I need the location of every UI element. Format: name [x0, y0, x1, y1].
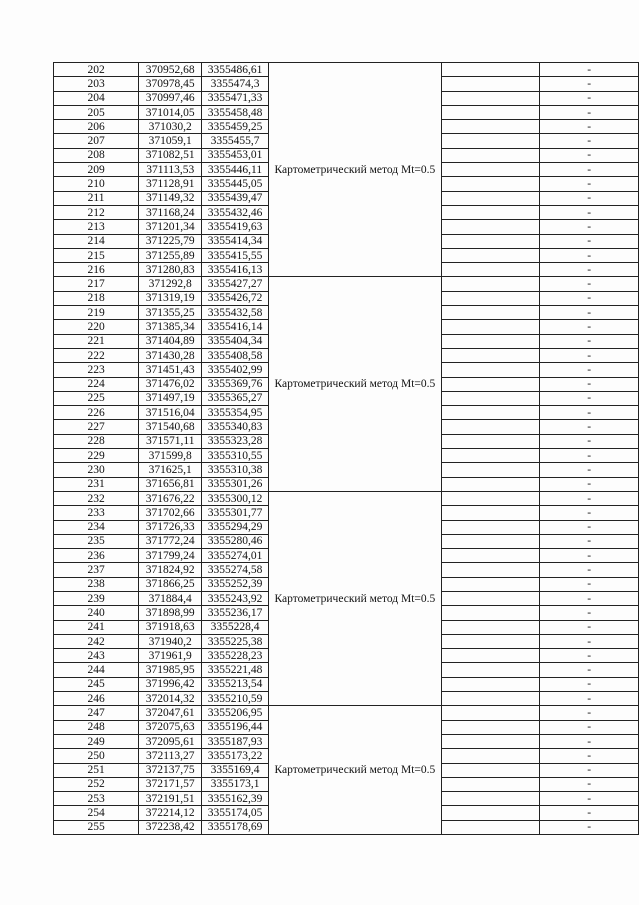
x-coordinate-cell: 371404,89	[139, 334, 202, 348]
point-number-cell: 238	[54, 577, 139, 591]
dash-cell: -	[540, 591, 639, 605]
empty-cell	[442, 520, 540, 534]
empty-cell	[442, 120, 540, 134]
x-coordinate-cell: 371082,51	[139, 148, 202, 162]
y-coordinate-cell: 3355243,92	[202, 591, 268, 605]
point-number-cell: 217	[54, 277, 139, 291]
point-number-cell: 252	[54, 777, 139, 791]
empty-cell	[442, 777, 540, 791]
empty-cell	[442, 320, 540, 334]
dash-cell: -	[540, 463, 639, 477]
point-number-cell: 242	[54, 634, 139, 648]
point-number-cell: 224	[54, 377, 139, 391]
dash-cell: -	[540, 706, 639, 720]
y-coordinate-cell: 3355432,58	[202, 306, 268, 320]
point-number-cell: 249	[54, 734, 139, 748]
empty-cell	[442, 348, 540, 362]
x-coordinate-cell: 371149,32	[139, 191, 202, 205]
x-coordinate-cell: 371702,66	[139, 506, 202, 520]
x-coordinate-cell: 371292,8	[139, 277, 202, 291]
empty-cell	[442, 391, 540, 405]
point-number-cell: 216	[54, 263, 139, 277]
dash-cell: -	[540, 777, 639, 791]
method-cell: Картометрический метод Mt=0.5	[268, 491, 441, 705]
point-number-cell: 206	[54, 120, 139, 134]
point-number-cell: 250	[54, 749, 139, 763]
y-coordinate-cell: 3355416,13	[202, 263, 268, 277]
x-coordinate-cell: 371540,68	[139, 420, 202, 434]
point-number-cell: 236	[54, 549, 139, 563]
point-number-cell: 239	[54, 591, 139, 605]
empty-cell	[442, 763, 540, 777]
y-coordinate-cell: 3355455,7	[202, 134, 268, 148]
y-coordinate-cell: 3355310,38	[202, 463, 268, 477]
y-coordinate-cell: 3355471,33	[202, 91, 268, 105]
x-coordinate-cell: 371059,1	[139, 134, 202, 148]
point-number-cell: 207	[54, 134, 139, 148]
point-number-cell: 253	[54, 792, 139, 806]
coordinates-table-body	[54, 63, 639, 835]
x-coordinate-cell: 371625,1	[139, 463, 202, 477]
y-coordinate-cell: 3355210,59	[202, 692, 268, 706]
empty-cell	[442, 420, 540, 434]
dash-cell: -	[540, 620, 639, 634]
dash-cell: -	[540, 63, 639, 77]
y-coordinate-cell: 3355173,22	[202, 749, 268, 763]
empty-cell	[442, 291, 540, 305]
x-coordinate-cell: 371014,05	[139, 105, 202, 119]
y-coordinate-cell: 3355300,12	[202, 491, 268, 505]
empty-cell	[442, 177, 540, 191]
table-row	[54, 63, 639, 77]
x-coordinate-cell: 371985,95	[139, 663, 202, 677]
x-coordinate-cell: 371772,24	[139, 534, 202, 548]
y-coordinate-cell: 3355426,72	[202, 291, 268, 305]
dash-cell: -	[540, 449, 639, 463]
point-number-cell: 204	[54, 91, 139, 105]
x-coordinate-cell: 372047,61	[139, 706, 202, 720]
empty-cell	[442, 205, 540, 219]
empty-cell	[442, 463, 540, 477]
x-coordinate-cell: 371940,2	[139, 634, 202, 648]
dash-cell: -	[540, 391, 639, 405]
dash-cell: -	[540, 277, 639, 291]
dash-cell: -	[540, 534, 639, 548]
empty-cell	[442, 134, 540, 148]
y-coordinate-cell: 3355206,95	[202, 706, 268, 720]
dash-cell: -	[540, 248, 639, 262]
empty-cell	[442, 591, 540, 605]
point-number-cell: 211	[54, 191, 139, 205]
dash-cell: -	[540, 792, 639, 806]
y-coordinate-cell: 3355427,27	[202, 277, 268, 291]
point-number-cell: 202	[54, 63, 139, 77]
point-number-cell: 244	[54, 663, 139, 677]
y-coordinate-cell: 3355301,77	[202, 506, 268, 520]
y-coordinate-cell: 3355228,23	[202, 649, 268, 663]
point-number-cell: 232	[54, 491, 139, 505]
x-coordinate-cell: 372014,32	[139, 692, 202, 706]
x-coordinate-cell: 372095,61	[139, 734, 202, 748]
x-coordinate-cell: 371516,04	[139, 406, 202, 420]
dash-cell: -	[540, 105, 639, 119]
x-coordinate-cell: 372214,12	[139, 806, 202, 820]
x-coordinate-cell: 372075,63	[139, 720, 202, 734]
x-coordinate-cell: 371451,43	[139, 363, 202, 377]
x-coordinate-cell: 371571,11	[139, 434, 202, 448]
dash-cell: -	[540, 263, 639, 277]
point-number-cell: 246	[54, 692, 139, 706]
y-coordinate-cell: 3355252,39	[202, 577, 268, 591]
x-coordinate-cell: 371476,02	[139, 377, 202, 391]
point-number-cell: 212	[54, 205, 139, 219]
dash-cell: -	[540, 549, 639, 563]
point-number-cell: 233	[54, 506, 139, 520]
dash-cell: -	[540, 334, 639, 348]
dash-cell: -	[540, 348, 639, 362]
dash-cell: -	[540, 491, 639, 505]
y-coordinate-cell: 3355415,55	[202, 248, 268, 262]
point-number-cell: 205	[54, 105, 139, 119]
y-coordinate-cell: 3355213,54	[202, 677, 268, 691]
y-coordinate-cell: 3355486,61	[202, 63, 268, 77]
empty-cell	[442, 377, 540, 391]
x-coordinate-cell: 371201,34	[139, 220, 202, 234]
x-coordinate-cell: 371255,89	[139, 248, 202, 262]
point-number-cell: 247	[54, 706, 139, 720]
x-coordinate-cell: 371918,63	[139, 620, 202, 634]
empty-cell	[442, 806, 540, 820]
x-coordinate-cell: 371319,19	[139, 291, 202, 305]
dash-cell: -	[540, 220, 639, 234]
point-number-cell: 215	[54, 248, 139, 262]
y-coordinate-cell: 3355310,55	[202, 449, 268, 463]
empty-cell	[442, 577, 540, 591]
empty-cell	[442, 248, 540, 262]
y-coordinate-cell: 3355439,47	[202, 191, 268, 205]
point-number-cell: 210	[54, 177, 139, 191]
point-number-cell: 237	[54, 563, 139, 577]
dash-cell: -	[540, 320, 639, 334]
dash-cell: -	[540, 477, 639, 491]
point-number-cell: 223	[54, 363, 139, 377]
empty-cell	[442, 277, 540, 291]
dash-cell: -	[540, 563, 639, 577]
dash-cell: -	[540, 763, 639, 777]
point-number-cell: 231	[54, 477, 139, 491]
empty-cell	[442, 191, 540, 205]
method-cell: Картометрический метод Mt=0.5	[268, 277, 441, 491]
empty-cell	[442, 563, 540, 577]
empty-cell	[442, 306, 540, 320]
x-coordinate-cell: 371961,9	[139, 649, 202, 663]
point-number-cell: 251	[54, 763, 139, 777]
x-coordinate-cell: 371128,91	[139, 177, 202, 191]
dash-cell: -	[540, 749, 639, 763]
y-coordinate-cell: 3355458,48	[202, 105, 268, 119]
empty-cell	[442, 549, 540, 563]
point-number-cell: 228	[54, 434, 139, 448]
empty-cell	[442, 749, 540, 763]
dash-cell: -	[540, 692, 639, 706]
dash-cell: -	[540, 820, 639, 834]
dash-cell: -	[540, 134, 639, 148]
x-coordinate-cell: 371599,8	[139, 449, 202, 463]
empty-cell	[442, 363, 540, 377]
x-coordinate-cell: 371676,22	[139, 491, 202, 505]
dash-cell: -	[540, 520, 639, 534]
point-number-cell: 227	[54, 420, 139, 434]
x-coordinate-cell: 371385,34	[139, 320, 202, 334]
x-coordinate-cell: 371898,99	[139, 606, 202, 620]
y-coordinate-cell: 3355365,27	[202, 391, 268, 405]
dash-cell: -	[540, 377, 639, 391]
empty-cell	[442, 477, 540, 491]
x-coordinate-cell: 371430,28	[139, 348, 202, 362]
point-number-cell: 214	[54, 234, 139, 248]
x-coordinate-cell: 371996,42	[139, 677, 202, 691]
point-number-cell: 221	[54, 334, 139, 348]
y-coordinate-cell: 3355459,25	[202, 120, 268, 134]
empty-cell	[442, 720, 540, 734]
coordinates-table	[53, 62, 639, 835]
x-coordinate-cell: 371799,24	[139, 549, 202, 563]
point-number-cell: 235	[54, 534, 139, 548]
dash-cell: -	[540, 148, 639, 162]
dash-cell: -	[540, 177, 639, 191]
x-coordinate-cell: 371225,79	[139, 234, 202, 248]
point-number-cell: 222	[54, 348, 139, 362]
x-coordinate-cell: 372191,51	[139, 792, 202, 806]
x-coordinate-cell: 371355,25	[139, 306, 202, 320]
empty-cell	[442, 692, 540, 706]
y-coordinate-cell: 3355221,48	[202, 663, 268, 677]
y-coordinate-cell: 3355280,46	[202, 534, 268, 548]
y-coordinate-cell: 3355301,26	[202, 477, 268, 491]
dash-cell: -	[540, 506, 639, 520]
y-coordinate-cell: 3355169,4	[202, 763, 268, 777]
empty-cell	[442, 105, 540, 119]
y-coordinate-cell: 3355274,01	[202, 549, 268, 563]
empty-cell	[442, 77, 540, 91]
y-coordinate-cell: 3355178,69	[202, 820, 268, 834]
x-coordinate-cell: 371824,92	[139, 563, 202, 577]
dash-cell: -	[540, 663, 639, 677]
y-coordinate-cell: 3355354,95	[202, 406, 268, 420]
empty-cell	[442, 649, 540, 663]
point-number-cell: 225	[54, 391, 139, 405]
dash-cell: -	[540, 806, 639, 820]
dash-cell: -	[540, 406, 639, 420]
dash-cell: -	[540, 677, 639, 691]
point-number-cell: 229	[54, 449, 139, 463]
dash-cell: -	[540, 577, 639, 591]
empty-cell	[442, 663, 540, 677]
y-coordinate-cell: 3355445,05	[202, 177, 268, 191]
y-coordinate-cell: 3355236,17	[202, 606, 268, 620]
empty-cell	[442, 63, 540, 77]
x-coordinate-cell: 370997,46	[139, 91, 202, 105]
empty-cell	[442, 434, 540, 448]
empty-cell	[442, 820, 540, 834]
y-coordinate-cell: 3355323,28	[202, 434, 268, 448]
x-coordinate-cell: 371280,83	[139, 263, 202, 277]
y-coordinate-cell: 3355225,38	[202, 634, 268, 648]
x-coordinate-cell: 372171,57	[139, 777, 202, 791]
y-coordinate-cell: 3355174,05	[202, 806, 268, 820]
empty-cell	[442, 506, 540, 520]
empty-cell	[442, 491, 540, 505]
empty-cell	[442, 220, 540, 234]
y-coordinate-cell: 3355474,3	[202, 77, 268, 91]
x-coordinate-cell: 372137,75	[139, 763, 202, 777]
y-coordinate-cell: 3355340,83	[202, 420, 268, 434]
point-number-cell: 209	[54, 163, 139, 177]
dash-cell: -	[540, 420, 639, 434]
point-number-cell: 241	[54, 620, 139, 634]
y-coordinate-cell: 3355432,46	[202, 205, 268, 219]
point-number-cell: 203	[54, 77, 139, 91]
empty-cell	[442, 449, 540, 463]
empty-cell	[442, 148, 540, 162]
dash-cell: -	[540, 77, 639, 91]
dash-cell: -	[540, 191, 639, 205]
y-coordinate-cell: 3355187,93	[202, 734, 268, 748]
point-number-cell: 213	[54, 220, 139, 234]
y-coordinate-cell: 3355274,58	[202, 563, 268, 577]
x-coordinate-cell: 371884,4	[139, 591, 202, 605]
y-coordinate-cell: 3355294,29	[202, 520, 268, 534]
point-number-cell: 243	[54, 649, 139, 663]
point-number-cell: 208	[54, 148, 139, 162]
point-number-cell: 254	[54, 806, 139, 820]
empty-cell	[442, 634, 540, 648]
y-coordinate-cell: 3355402,99	[202, 363, 268, 377]
point-number-cell: 248	[54, 720, 139, 734]
empty-cell	[442, 706, 540, 720]
x-coordinate-cell: 372238,42	[139, 820, 202, 834]
point-number-cell: 219	[54, 306, 139, 320]
y-coordinate-cell: 3355404,34	[202, 334, 268, 348]
dash-cell: -	[540, 291, 639, 305]
method-cell: Картометрический метод Mt=0.5	[268, 706, 441, 835]
x-coordinate-cell: 371866,25	[139, 577, 202, 591]
point-number-cell: 230	[54, 463, 139, 477]
table-row	[54, 277, 639, 291]
x-coordinate-cell: 370978,45	[139, 77, 202, 91]
y-coordinate-cell: 3355414,34	[202, 234, 268, 248]
x-coordinate-cell: 371656,81	[139, 477, 202, 491]
dash-cell: -	[540, 234, 639, 248]
x-coordinate-cell: 371497,19	[139, 391, 202, 405]
point-number-cell: 226	[54, 406, 139, 420]
empty-cell	[442, 734, 540, 748]
x-coordinate-cell: 372113,27	[139, 749, 202, 763]
dash-cell: -	[540, 163, 639, 177]
table-row	[54, 491, 639, 505]
x-coordinate-cell: 371113,53	[139, 163, 202, 177]
dash-cell: -	[540, 363, 639, 377]
empty-cell	[442, 234, 540, 248]
y-coordinate-cell: 3355228,4	[202, 620, 268, 634]
empty-cell	[442, 620, 540, 634]
empty-cell	[442, 334, 540, 348]
table-row	[54, 706, 639, 720]
dash-cell: -	[540, 606, 639, 620]
y-coordinate-cell: 3355408,58	[202, 348, 268, 362]
dash-cell: -	[540, 649, 639, 663]
point-number-cell: 220	[54, 320, 139, 334]
dash-cell: -	[540, 434, 639, 448]
empty-cell	[442, 263, 540, 277]
point-number-cell: 255	[54, 820, 139, 834]
y-coordinate-cell: 3355173,1	[202, 777, 268, 791]
point-number-cell: 240	[54, 606, 139, 620]
empty-cell	[442, 677, 540, 691]
empty-cell	[442, 792, 540, 806]
point-number-cell: 218	[54, 291, 139, 305]
y-coordinate-cell: 3355196,44	[202, 720, 268, 734]
dash-cell: -	[540, 720, 639, 734]
dash-cell: -	[540, 734, 639, 748]
y-coordinate-cell: 3355453,01	[202, 148, 268, 162]
dash-cell: -	[540, 634, 639, 648]
empty-cell	[442, 606, 540, 620]
x-coordinate-cell: 371168,24	[139, 205, 202, 219]
dash-cell: -	[540, 91, 639, 105]
empty-cell	[442, 91, 540, 105]
method-cell: Картометрический метод Mt=0.5	[268, 63, 441, 277]
dash-cell: -	[540, 205, 639, 219]
dash-cell: -	[540, 120, 639, 134]
y-coordinate-cell: 3355162,39	[202, 792, 268, 806]
y-coordinate-cell: 3355419,63	[202, 220, 268, 234]
y-coordinate-cell: 3355369,76	[202, 377, 268, 391]
point-number-cell: 245	[54, 677, 139, 691]
empty-cell	[442, 534, 540, 548]
point-number-cell: 234	[54, 520, 139, 534]
x-coordinate-cell: 370952,68	[139, 63, 202, 77]
empty-cell	[442, 163, 540, 177]
x-coordinate-cell: 371726,33	[139, 520, 202, 534]
x-coordinate-cell: 371030,2	[139, 120, 202, 134]
y-coordinate-cell: 3355416,14	[202, 320, 268, 334]
empty-cell	[442, 406, 540, 420]
dash-cell: -	[540, 306, 639, 320]
y-coordinate-cell: 3355446,11	[202, 163, 268, 177]
